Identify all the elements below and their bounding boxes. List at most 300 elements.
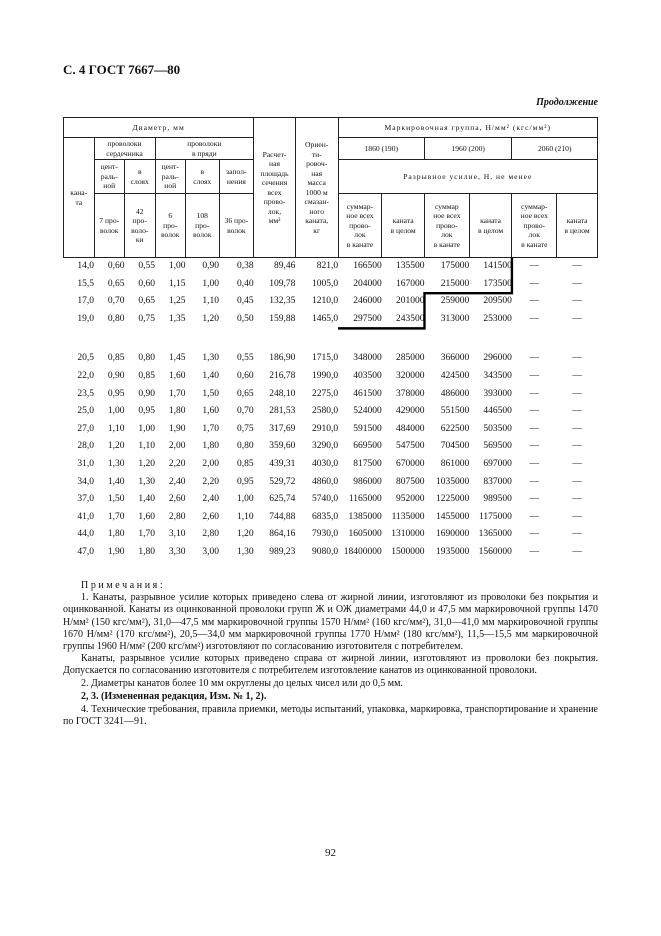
table-cell: 348000 [353,353,382,364]
table-cell: 817500 [353,458,382,469]
table-cell: 1,90 [168,423,186,434]
table-header [64,118,598,258]
table-cell: 15,5 [77,278,94,289]
table-cell: — [529,423,540,434]
table-cell: 1135000 [391,511,425,522]
table-cell: 625,74 [269,494,296,505]
table-cell: 439,31 [269,458,296,469]
table-cell: — [529,261,540,271]
table-cell: — [529,278,540,289]
table-row [64,456,598,474]
table-cell: 0,60 [138,278,155,289]
table-cell: 0,80 [107,313,125,324]
table-cell: 20,5 [77,353,94,364]
table-cell: 1225000 [435,494,470,505]
table-cell: — [572,458,582,469]
table-cell: 0,65 [138,296,155,307]
header-sub-7 [94,194,125,258]
header-core-wires-text: проволоки сердечника [106,139,143,158]
table-cell: 2,60 [202,511,220,522]
header-sub-42 [125,194,156,258]
table-cell: — [529,511,540,522]
table-cell: 989,23 [269,546,296,557]
table-cell: 1605000 [348,529,382,540]
table-cell: 0,65 [107,278,125,289]
table-row [64,544,598,562]
table-row [64,403,598,421]
table-cell: 1385000 [348,511,382,522]
table-cell: 864,16 [269,529,296,540]
table-cell: 1715,0 [311,353,339,364]
table-cell: 861000 [440,458,470,469]
table-cell: 2,60 [168,494,186,505]
table-cell: 529,72 [269,476,296,487]
table-cell: 2910,0 [311,423,339,434]
table-cell: 1,80 [168,406,186,417]
table-cell: 37,0 [77,494,94,505]
table-cell: 0,60 [237,370,254,381]
table-row [64,276,598,294]
table-cell: 0,95 [107,388,125,399]
table-cell: 1,50 [107,494,125,505]
table-cell: — [572,406,582,417]
table-cell: 1,60 [202,406,220,417]
table-cell: 0,85 [237,458,254,469]
header-sub-108 [186,194,220,258]
header-filler [219,160,254,194]
table-cell: 1035000 [435,476,470,487]
table-cell: 1690000 [435,529,470,540]
header-mass-text: Ориен- ти- ровоч- ная масса 1000 м смазан- ного каната, кг [304,140,329,235]
table-cell: 19,0 [77,313,94,324]
table-cell: — [529,458,540,469]
amendment-note: 2, 3. (Измененная редакция, Изм. № 1, 2). [81,690,267,702]
table-cell: 366000 [440,353,470,364]
table-cell: — [572,388,582,399]
header-rope-2060-text: каната в целом [564,216,590,235]
table-cell: 0,90 [138,388,155,399]
table-cell: 1005,0 [311,278,339,289]
table-row [64,258,598,276]
table-cell: 0,80 [138,353,155,364]
table-cell: 1210,0 [311,296,339,307]
table-cell: 2275,0 [311,388,339,399]
header-rope-1860-text: каната в целом [390,216,416,235]
table-cell: 1,20 [237,529,254,540]
table-cell: 1,30 [138,476,155,487]
table-cell: 31,0 [77,458,94,469]
table-cell: 378000 [395,388,425,399]
table-cell: 1560000 [478,546,512,557]
table-cell: 1365000 [478,529,512,540]
table-cell: — [572,476,582,487]
table-cell: 0,38 [237,261,254,271]
table-cell: 989500 [483,494,512,505]
table-cell: 1935000 [435,546,470,557]
table-cell: 0,75 [237,423,254,434]
header-rope-1960-text: каната в целом [477,216,504,235]
table-cell: 524000 [353,406,382,417]
table-cell: — [572,529,582,540]
table-row [64,368,598,386]
table-cell: 3290,0 [311,441,339,452]
table-cell: 2,00 [168,441,186,452]
table-cell: 446500 [483,406,512,417]
table-cell: 1,00 [202,278,220,289]
header-grade-1860: 1860 (190) [338,138,424,160]
table-cell: 320000 [395,370,425,381]
header-sub-7-text: 7 про- волок [99,216,120,235]
table-cell: — [572,511,582,522]
table-cell: 0,50 [237,313,254,324]
table-cell: 5740,0 [311,494,339,505]
row-group-gap-cell [64,328,598,350]
table-cell: 669500 [353,441,382,452]
table-cell: 4860,0 [311,476,339,487]
table-cell: 503500 [483,423,512,434]
table-cell: 109,78 [269,278,296,289]
table-cell: 3,00 [202,546,220,557]
header-area-text: Расчет- ная площадь сечения всех прово- лок, мм² [260,149,289,225]
table-row [64,386,598,404]
table-cell: — [572,296,582,307]
table-cell: 1,20 [202,313,220,324]
table-cell: — [529,370,540,381]
table-cell: — [572,546,582,557]
header-diameter: Диаметр, мм [64,118,254,138]
table-cell: 204000 [353,278,382,289]
page-number: 92 [325,847,336,859]
table-cell: 622500 [440,423,470,434]
table-cell: 591500 [353,423,382,434]
table-cell: 0,85 [138,370,155,381]
table-cell: 9080,0 [311,546,339,557]
table-row [64,526,598,544]
table-cell: 3,30 [168,546,186,557]
table-cell: 1,40 [107,476,125,487]
table-cell: 89,46 [273,261,296,271]
table-cell: 1,30 [202,353,220,364]
table-cell: 807500 [395,476,425,487]
table-cell: 393000 [483,388,512,399]
table-cell: — [529,476,540,487]
table-cell: 1,40 [138,494,155,505]
table-cell: 1,10 [237,511,254,522]
note-1: 1. Канаты, разрывное усилие которых приведено слева от жирной линии, изготовляют из проволоки без покрытия и оцинкованной. Канаты из оцинкованной проволоки групп Ж и ОЖ диаметрами 44,0 и 47,5 мм маркировочной группы 1470 Н/мм² (150 кгс/мм²), 31,0—47,5 мм маркировочной группы 1570 Н/мм² (160 кгс/мм²), 31,0—41,0 мм маркировочной группы 1670 Н/мм² (170 кгс/мм²), 20,5—34,0 мм маркировочной группы 1770 Н/мм² (180 кгс/мм²), 11,5—15,5 мм маркировочной группы 1960 Н/мм² (200 кгс/мм²) изготовляют по согласованию изготовителя с потребителем. [63,592,598,653]
header-area [254,118,296,258]
table-cell: 547500 [395,441,425,452]
table-cell: 1,70 [138,529,155,540]
table-cell: 1,90 [107,546,125,557]
table-cell: 484000 [395,423,425,434]
table-cell: 246000 [353,296,382,307]
header-sub-36-text: 36 про- волок [224,216,249,235]
table-cell: 1,70 [202,423,220,434]
table-cell: 34,0 [77,476,94,487]
table-cell: 2,40 [168,476,186,487]
table-cell: — [529,388,540,399]
table-cell: 1465,0 [311,313,339,324]
table-cell: 0,90 [107,370,125,381]
table-cell: 1,10 [202,296,220,307]
table-cell: 317,69 [269,423,296,434]
table-cell: 1990,0 [311,370,339,381]
table-cell: 1,20 [138,458,155,469]
table-cell: 1455000 [435,511,470,522]
table-cell: — [572,423,582,434]
table-cell: 2580,0 [311,406,339,417]
table-cell: 343500 [483,370,512,381]
table-cell: 0,60 [107,261,125,271]
table-row [64,438,598,456]
table-cell: 0,75 [138,313,155,324]
table-cell: 359,60 [269,441,296,452]
table-row [64,421,598,439]
table-cell: 461500 [353,388,382,399]
table-cell: 1,00 [107,406,125,417]
notes-title: Примечания: [81,580,166,591]
header-core-layers [125,160,156,194]
table-cell: 0,55 [237,353,254,364]
header-sum-1860 [338,194,382,258]
table-cell: 1,10 [107,423,125,434]
header-sub-108-text: 108 про- волок [193,211,212,240]
table-cell: 403500 [353,370,382,381]
table-cell: — [529,353,540,364]
table-cell: 22,0 [77,370,94,381]
table-cell: — [529,546,540,557]
table-cell: 0,40 [237,278,254,289]
header-rope-1860 [382,194,425,258]
table-cell: 0,80 [237,441,254,452]
table-cell: 1,30 [237,546,254,557]
table-cell: 486000 [440,388,470,399]
table-cell: 0,55 [138,261,155,271]
table-cell: 1,00 [138,423,155,434]
header-strand-central-text: цент- раль- ной [161,162,179,191]
table-cell: 44,0 [77,529,94,540]
header-sub-6 [155,194,186,258]
table-cell: 159,88 [269,313,296,324]
table-cell: 216,78 [269,370,296,381]
table-cell: — [572,261,582,271]
table-cell: 243500 [395,313,425,324]
table-cell: 285000 [395,353,425,364]
row-group-gap [64,328,598,350]
table-cell: 1,60 [138,511,155,522]
table-cell: 23,5 [77,388,94,399]
table-cell: 209500 [483,296,512,307]
header-rope-2060 [557,194,598,258]
table-cell: 28,0 [77,441,94,452]
table-cell: 0,95 [237,476,254,487]
header-core-layers-text: в слоях [130,167,149,186]
header-breaking-force: Разрывное усилие, Н, не менее [338,160,597,194]
table-cell: 1,60 [168,370,186,381]
table-cell: 1,45 [168,353,186,364]
header-mass [295,118,338,258]
header-strand-central [155,160,186,194]
table-cell: — [529,494,540,505]
table-cell: 744,88 [269,511,296,522]
header-sum-2060-text: суммар- ное всех прово- лок в канате [520,201,548,249]
header-core-wires [94,138,155,160]
table-cell: 41,0 [77,511,94,522]
table-cell: 429000 [395,406,425,417]
header-strand-layers [186,160,220,194]
table-cell: 4030,0 [311,458,339,469]
table-cell: 6835,0 [311,511,339,522]
table-cell: 141500 [483,261,512,271]
table-cell: — [572,353,582,364]
table-cell: 259000 [440,296,470,307]
table-cell: 17,0 [77,296,94,307]
table-cell: 2,20 [202,476,220,487]
table-cell: 3,10 [168,529,186,540]
table-cell: 1165000 [348,494,382,505]
table-cell: 1,50 [202,388,220,399]
table-row [64,311,598,329]
table-cell: — [572,313,582,324]
table-cell: 1,30 [107,458,125,469]
table-cell: 1,35 [168,313,186,324]
table-cell: 837000 [483,476,512,487]
table-cell: 2,80 [202,529,220,540]
table-cell: — [572,370,582,381]
table-cell: — [572,278,582,289]
table-cell: 986000 [353,476,382,487]
table-cell: 569500 [483,441,512,452]
table-cell: 1,80 [138,546,155,557]
notes-section [63,580,598,728]
table-cell: 1,80 [107,529,125,540]
header-sum-2060 [512,194,557,258]
table-cell: 0,70 [237,406,254,417]
table-cell: 25,0 [77,406,94,417]
table-cell: 2,80 [168,511,186,522]
header-grade-2060: 2060 (210) [512,138,598,160]
table-cell: 253000 [483,313,512,324]
table-cell: 0,95 [138,406,155,417]
header-rope [64,138,95,258]
table-cell: 0,85 [107,353,125,364]
header-grade-1960: 1960 (200) [424,138,511,160]
table-cell: — [529,313,540,324]
table-cell: 1,15 [168,278,186,289]
table-cell: 2,20 [168,458,186,469]
table-cell: 167000 [395,278,425,289]
table-row [64,474,598,492]
header-core-central [94,160,125,194]
header-rope-text: кана- та [70,188,88,207]
table-cell: 135500 [395,261,425,271]
table-row [64,293,598,311]
table-cell: 2,40 [202,494,220,505]
table-cell: 186,90 [269,353,296,364]
table-cell: 248,10 [269,388,296,399]
header-sub-42-text: 42 про- воло- ки [131,206,149,244]
header-sub-6-text: 6 про- волок [160,211,180,240]
header-strand-layers-text: в слоях [193,167,212,186]
table-cell: 201000 [395,296,425,307]
table-cell: 296000 [483,353,512,364]
table-cell: 670000 [395,458,425,469]
table-cell: 952000 [395,494,425,505]
table-cell: 1175000 [479,511,512,522]
header-sub-36 [219,194,254,258]
table-cell: 27,0 [77,423,94,434]
header-core-central-text: цент- раль- ной [100,162,118,191]
table-cell: — [572,441,582,452]
table-cell: 14,0 [77,261,94,271]
header-sum-1860-text: суммар- ное всех прово- лок в канате [346,201,374,249]
table-cell: — [529,406,540,417]
header-strand-wires [155,138,254,160]
note-1-continued: Канаты, разрывное усилие которых приведено справа от жирной линии, изготовляют из проволоки без покрытия. Допускается по согласованию изготовителя с потребителем изготовление канатов из оцинкованной проволоки. [63,653,598,677]
header-rope-1960 [469,194,512,258]
table-cell: 1,70 [168,388,186,399]
table-cell: — [572,494,582,505]
table-cell: 1500000 [391,546,425,557]
table-cell: 704500 [440,441,470,452]
table-cell: 551500 [440,406,470,417]
table-cell: 175000 [440,261,470,271]
table-cell: 1,70 [107,511,125,522]
header-sum-1960-text: суммар ное всех прово- лок в канате [433,201,461,249]
table-cell: 132,35 [269,296,296,307]
table-cell: 0,70 [107,296,125,307]
table-cell: 0,65 [237,388,254,399]
table-cell: — [529,296,540,307]
table-cell: 313000 [440,313,470,324]
table-cell: 1,40 [202,370,220,381]
table-row [64,350,598,368]
table-cell: — [529,529,540,540]
note-2: 2. Диаметры канатов более 10 мм округлены до целых чисел или до 0,5 мм. [81,677,403,689]
table-row [64,509,598,527]
header-filler-text: запол- нения [226,167,247,186]
continuation-label: Продолжение [536,97,598,108]
table-cell: 0,45 [237,296,254,307]
table-cell: 1,20 [107,441,125,452]
table-cell: 1,80 [202,441,220,452]
table-cell: 18400000 [343,546,382,557]
table-cell: 297500 [353,313,382,324]
table-cell: 1,00 [237,494,254,505]
table-cell: — [529,441,540,452]
table-cell: 1310000 [391,529,425,540]
table-body [64,258,598,562]
header-grade-group: Маркировочная группа, Н/мм² (кгс/мм²) [338,118,597,138]
page-header: С. 4 ГОСТ 7667—80 [63,62,181,77]
table-cell: 281,53 [269,406,296,417]
table-cell: 7930,0 [311,529,339,540]
header-sum-1960 [424,194,469,258]
table-cell: 0,90 [202,261,220,271]
table-row [64,491,598,509]
note-4: 4. Технические требования, правила приемки, методы испытаний, упаковка, маркировка, транспортирование и хранение по ГОСТ 3241—91. [63,704,598,728]
table-cell: 2,00 [202,458,220,469]
header-strand-wires-text: проволоки в пряди [187,139,222,158]
table-cell: 821,0 [316,261,339,271]
rope-parameters-table [63,117,598,562]
table-cell: 173500 [483,278,512,289]
table-cell: 166500 [353,261,382,271]
table-cell: 215000 [440,278,470,289]
table-cell: 1,25 [168,296,186,307]
table-cell: 1,10 [138,441,155,452]
table-cell: 1,00 [168,261,186,271]
